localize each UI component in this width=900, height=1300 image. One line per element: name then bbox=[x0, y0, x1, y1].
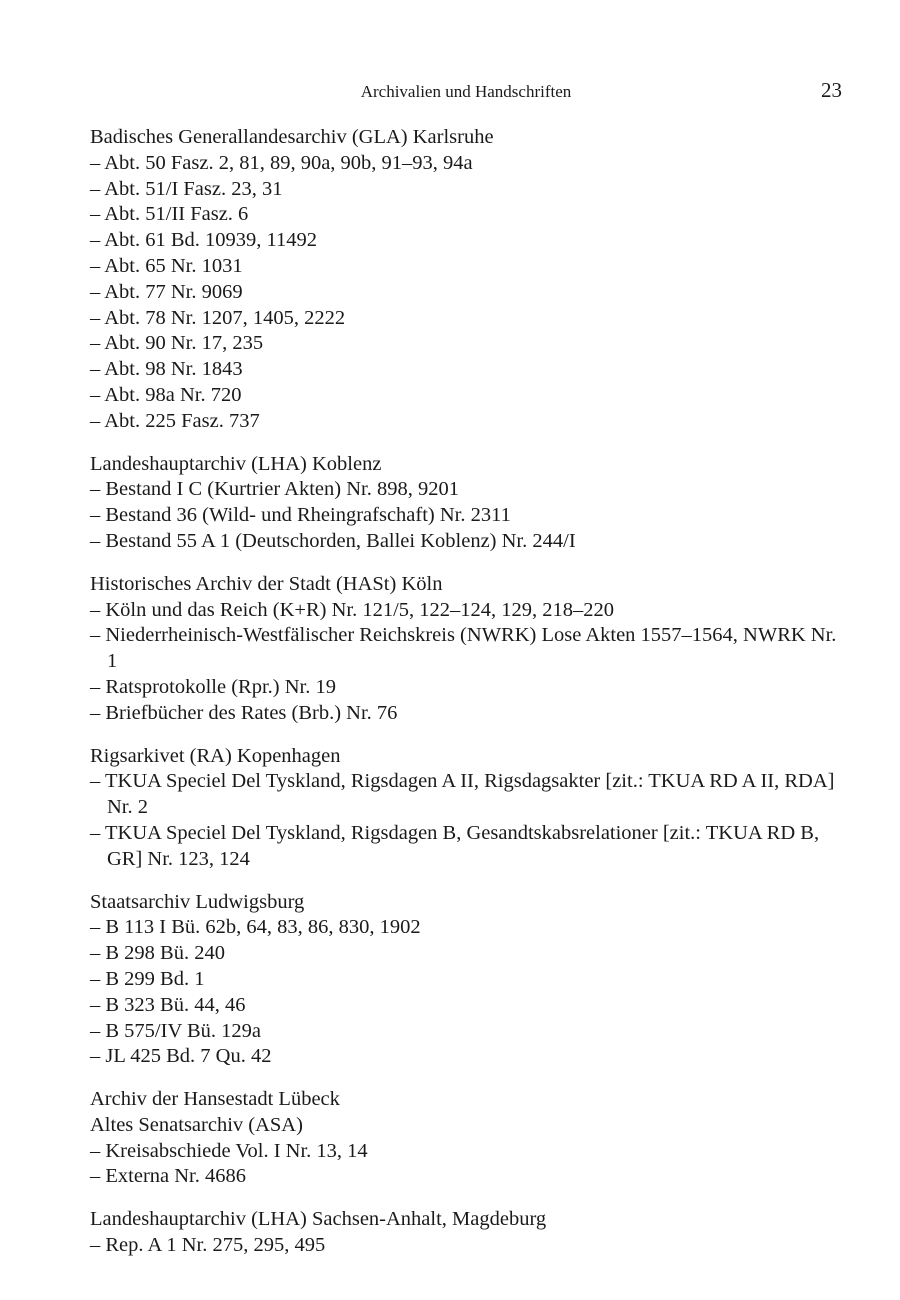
archive-entry: – Bestand I C (Kurtrier Akten) Nr. 898, 9201 bbox=[90, 477, 842, 503]
archive-entry: – Abt. 78 Nr. 1207, 1405, 2222 bbox=[90, 306, 842, 332]
archive-entry: – Abt. 65 Nr. 1031 bbox=[90, 254, 842, 280]
archive-entry: – B 299 Bd. 1 bbox=[90, 967, 842, 993]
archive-section bbox=[90, 1087, 842, 1190]
archive-heading: Rigsarkivet (RA) Kopenhagen bbox=[90, 744, 341, 767]
archive-section bbox=[90, 1207, 842, 1259]
archive-heading: Landeshauptarchiv (LHA) Sachsen-Anhalt, Magdeburg bbox=[90, 1208, 547, 1231]
archive-entry: – Abt. 90 Nr. 17, 235 bbox=[90, 331, 842, 357]
archive-entry: – Abt. 77 Nr. 9069 bbox=[90, 280, 842, 306]
running-head bbox=[90, 80, 842, 106]
archive-entry: – Abt. 98a Nr. 720 bbox=[90, 383, 842, 409]
page-number: 23 bbox=[821, 78, 842, 102]
archive-entry: – B 113 I Bü. 62b, 64, 83, 86, 830, 1902 bbox=[90, 915, 842, 941]
archive-entry: – Abt. 225 Fasz. 737 bbox=[90, 409, 842, 435]
archive-entry: – Köln und das Reich (K+R) Nr. 121/5, 122–124, 129, 218–220 bbox=[90, 598, 842, 624]
archive-entry: – Niederrheinisch-Westfälischer Reichskreis (NWRK) Lose Akten 1557–1564, NWRK Nr. 1 bbox=[90, 623, 842, 675]
archive-section bbox=[90, 890, 842, 1071]
archive-entry: – B 298 Bü. 240 bbox=[90, 941, 842, 967]
archive-heading: Altes Senatsarchiv (ASA) bbox=[90, 1113, 303, 1136]
archive-entry: – TKUA Speciel Del Tyskland, Rigsdagen B, Gesandtskabsrelationer [zit.: TKUA RD B, GR] Nr. 123, 124 bbox=[90, 821, 842, 873]
running-title: Archivalien und Handschriften bbox=[360, 82, 572, 101]
archive-section bbox=[90, 125, 842, 435]
archive-entry: – Abt. 50 Fasz. 2, 81, 89, 90a, 90b, 91–93, 94a bbox=[90, 151, 842, 177]
archive-entry: – Abt. 51/II Fasz. 6 bbox=[90, 202, 842, 228]
archive-entry: – Abt. 61 Bd. 10939, 11492 bbox=[90, 228, 842, 254]
archive-section bbox=[90, 452, 842, 555]
archive-heading: Staatsarchiv Ludwigsburg bbox=[90, 890, 305, 913]
archive-section bbox=[90, 744, 842, 873]
archive-entry: – B 575/IV Bü. 129a bbox=[90, 1019, 842, 1045]
archive-entry: – JL 425 Bd. 7 Qu. 42 bbox=[90, 1044, 842, 1070]
archive-section bbox=[90, 572, 842, 727]
archive-entry: – B 323 Bü. 44, 46 bbox=[90, 993, 842, 1019]
archive-list bbox=[90, 125, 842, 1276]
archive-entry: – Bestand 55 A 1 (Deutschorden, Ballei Koblenz) Nr. 244/I bbox=[90, 529, 842, 555]
archive-entry: – Externa Nr. 4686 bbox=[90, 1164, 842, 1190]
archive-entry: – Abt. 51/I Fasz. 23, 31 bbox=[90, 177, 842, 203]
archive-entry: – Ratsprotokolle (Rpr.) Nr. 19 bbox=[90, 675, 842, 701]
archive-heading: Landeshauptarchiv (LHA) Koblenz bbox=[90, 452, 382, 475]
archive-entry: – TKUA Speciel Del Tyskland, Rigsdagen A II, Rigsdagsakter [zit.: TKUA RD A II, RDA] Nr. 2 bbox=[90, 769, 842, 821]
archive-entry: – Rep. A 1 Nr. 275, 295, 495 bbox=[90, 1233, 842, 1259]
archive-heading: Badisches Generallandesarchiv (GLA) Karlsruhe bbox=[90, 126, 494, 148]
archive-heading: Historisches Archiv der Stadt (HASt) Köln bbox=[90, 572, 443, 595]
archive-heading: Archiv der Hansestadt Lübeck bbox=[90, 1088, 340, 1111]
archive-entry: – Briefbücher des Rates (Brb.) Nr. 76 bbox=[90, 701, 842, 727]
archive-entry: – Kreisabschiede Vol. I Nr. 13, 14 bbox=[90, 1139, 842, 1165]
archive-entry: – Abt. 98 Nr. 1843 bbox=[90, 357, 842, 383]
archive-entry: – Bestand 36 (Wild- und Rheingrafschaft) Nr. 2311 bbox=[90, 503, 842, 529]
